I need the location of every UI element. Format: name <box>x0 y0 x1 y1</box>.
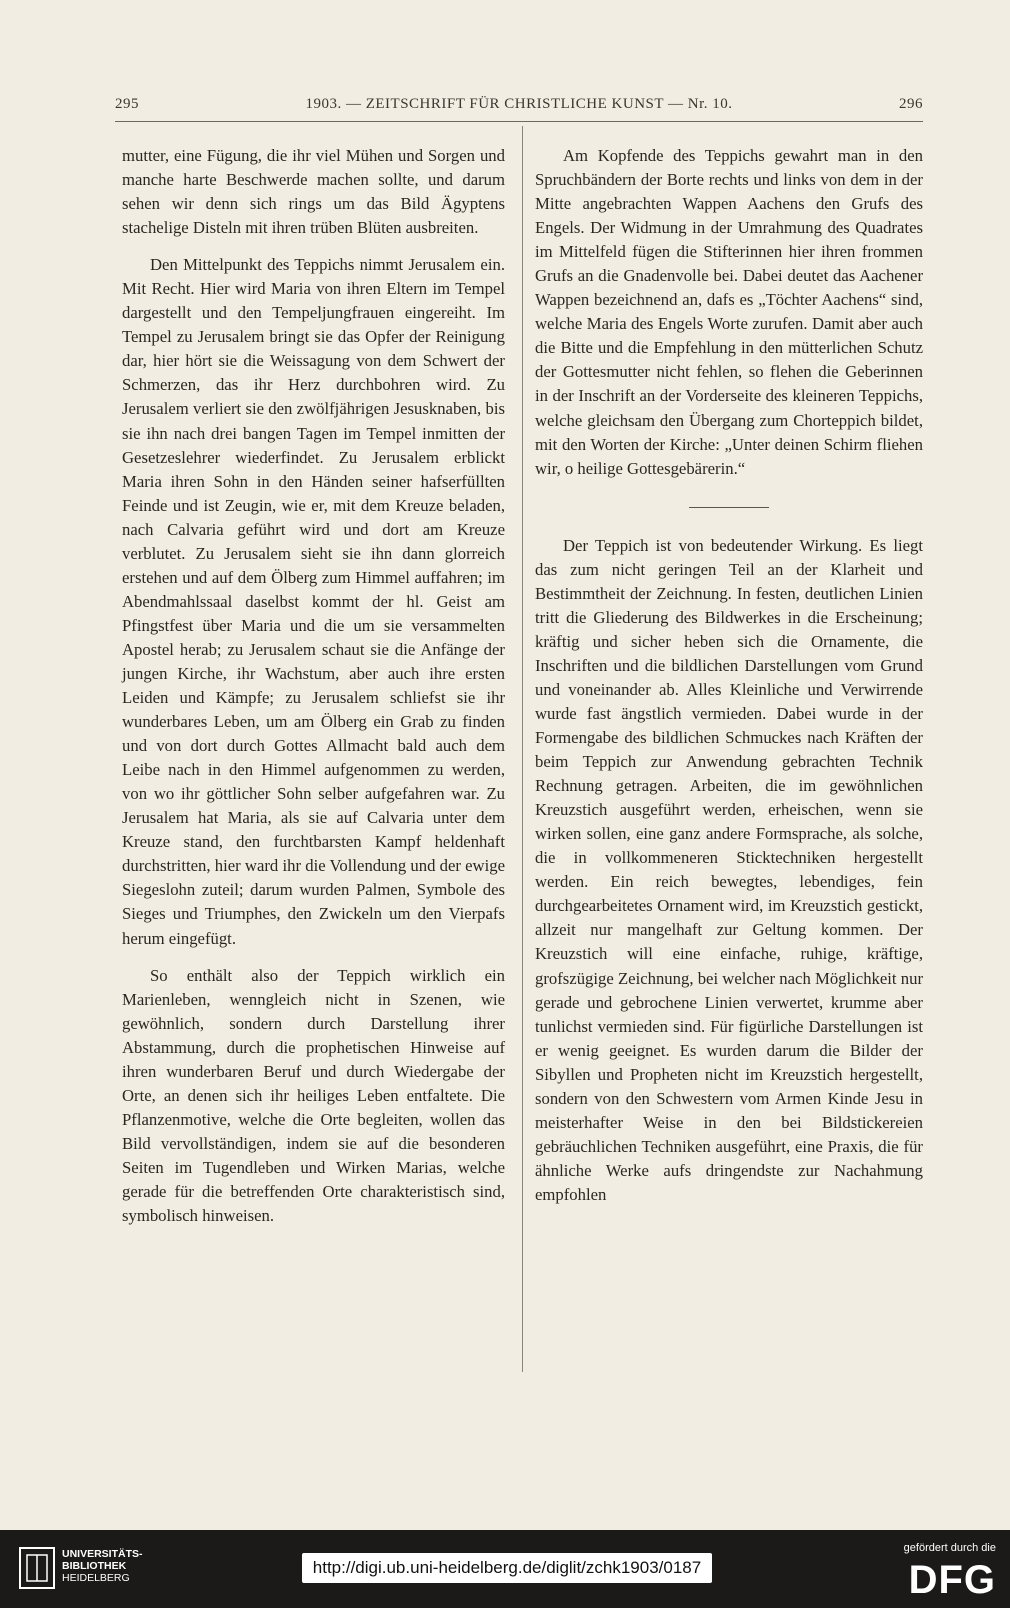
dfg-logo: DFG <box>908 1558 996 1602</box>
left-paragraph-1: mutter, eine Fügung, die ihr viel Mühen und Sorgen und manche harte Beschwerde machen sollte, und darum sehen wir denn sich rings um das Bild Ägyptens stachelige Disteln mit ihren trüben Blüten ausbreiten. <box>122 146 505 238</box>
institution-line-1: UNIVERSITÄTS- <box>62 1548 143 1560</box>
institution-line-3: HEIDELBERG <box>62 1572 130 1584</box>
column-divider <box>522 126 523 1372</box>
page-number-left: 295 <box>115 96 139 112</box>
header-rule <box>115 121 923 122</box>
permalink-url[interactable]: http://digi.ub.uni-heidelberg.de/diglit/zchk1903/0187 <box>302 1553 712 1583</box>
institution-line-2: BIBLIOTHEK <box>62 1560 127 1572</box>
left-column <box>122 144 505 1228</box>
left-paragraph-3: So enthält also der Teppich wirklich ein Marienleben, wenngleich nicht in Szenen, wie gewöhnlich, sondern durch Darstellung ihrer Abstammung, durch die prophetischen Hinweise auf ihren wunderbaren Beruf und durch Wiedergabe der Orte, an denen sich ihr heiliges Leben entfaltete. Die Pflanzenmotive, welche die Orte begleiten, wollen das Bild vervollständigen, indem sie auf die besonderen Seiten im Tugendleben und Wirken Marias, welche gerade für die betreffenden Orte charakteristisch sind, symbolisch hinweisen. <box>122 965 505 1226</box>
page-number-right: 296 <box>899 96 923 112</box>
running-header <box>115 96 923 120</box>
funding-caption: gefördert durch die <box>903 1542 996 1554</box>
institution-name <box>62 1548 143 1584</box>
journal-title: 1903. — ZEITSCHRIFT FÜR CHRISTLICHE KUNST — Nr. 10. <box>305 96 733 112</box>
university-seal-icon <box>18 1546 56 1590</box>
section-separator <box>689 507 769 508</box>
right-column <box>535 144 923 1207</box>
right-paragraph-2: Der Teppich ist von bedeutender Wirkung. Es liegt das zum nicht geringen Teil an der Klarheit und Bestimmtheit der Zeichnung. In festen, deutlichen Linien tritt die Gliederung des Bildwerkes in die Erscheinung; kräftig und sicher heben sich die Ornamente, die Inschriften und die bildlichen Darstellungen vom Grund und voneinander ab. Alles Kleinliche und Verwirrende wurde fast ängstlich vermieden. Dabei wurde in der Formengabe des bildlichen Schmuckes nach Kräften der beim Teppich zur Anwendung gebrachten Technik Rechnung getragen. Arbeiten, die im gewöhnlichen Kreuzstich ausgeführt werden, erheischen, wenn sie wirken sollen, eine ganz andere Formsprache, als solche, die in vollkommeneren Sticktechniken hergestellt werden. Ein reich bewegtes, lebendiges, fein durchgearbeitetes Ornament wird, im Kreuzstich gestickt, allzeit nur mangelhaft zur Geltung kommen. Der Kreuzstich will eine einfache, ruhige, kräftige, grofszügige Zeichnung, bei welcher nach Möglichkeit nur gerade und gebrochene Linien verwertet, krumme aber tunlichst vermieden sind. Für figürliche Darstellungen ist er wenig geeignet. Es wurden darum die Bilder der Sibyllen und Propheten nicht im Kreuzstich hergestellt, sondern von den Schwestern vom Armen Kinde Jesu in meisterhafter Weise in den bei Bildstickereien gebräuchlichen Techniken ausgeführt, eine Praxis, die für ähnliche Werke aufs dringendste zur Nachahmung empfohlen <box>535 535 923 1204</box>
right-paragraph-1: Am Kopfende des Teppichs gewahrt man in den Spruchbändern der Borte rechts und links von dem in der Mitte angebrachten Wappen Aachens den Grufs des Engels. Der Widmung in der Umrahmung des Quadrates im Mittelfeld fügen die Stifterinnen hier ihren frommen Grufs an die Gnadenvolle bei. Dabei deutet das Aachener Wappen bezeichnend an, dafs es „Töchter Aachens“ sind, welche Maria des Engels Worte zurufen. Damit aber auch die Bitte und die Empfehlung in den mütterlichen Schutz der Gottesmutter nicht fehlen, so flehen die Geberinnen in der Inschrift an der Vorderseite des kleineren Teppichs, welche gleichsam den Übergang zum Chorteppich bildet, mit den Worten der Kirche: „Unter deinen Schirm fliehen wir, o heilige Gottesgebärerin.“ <box>535 146 923 478</box>
left-paragraph-2: Den Mittelpunkt des Teppichs nimmt Jerusalem ein. Mit Recht. Hier wird Maria von ihren Eltern im Tempel dargestellt und den Tempeljungfrauen eingereiht. Im Tempel zu Jerusalem bringt sie das Opfer der Reinigung dar, hier hört sie die Weissagung von dem Schwert der Schmerzen, das ihr Herz durchbohren wird. Zu Jerusalem verliert sie den zwölfjährigen Jesusknaben, bis sie ihn nach drei bangen Tagen im Tempel inmitten der Gesetzeslehrer wiederfindet. Zu Jerusalem erblickt Maria ihren Sohn in den Händen seiner hafserfüllten Feinde und ist Zeugin, wie er, mit dem Kreuze beladen, nach Calvaria geführt wird und dort am Kreuze verblutet. Zu Jerusalem sieht sie ihn dann glorreich erstehen und auf dem Ölberg zum Himmel auffahren; im Abendmahlssaal daselbst kommt der hl. Geist am Pfingstfest über Maria und die um sie versammelten Apostel herab; zu Jerusalem schaut sie die Anfänge der jungen Kirche, ihr Wachstum, aber auch ihre ersten Leiden und Kämpfe; zu Jerusalem schliefst sie ihr wunderbares Leben, um am Ölberg ein Grab zu finden und von dort durch Gottes Allmacht bald auch dem Leibe nach in den Himmel aufgenommen zu werden, von wo ihr göttlicher Sohn selber aufgefahren war. Zu Jerusalem hat Maria, als sie auf Calvaria unter dem Kreuze stand, den furchtbarsten Kampf heldenhaft durchstritten, hier ward ihr die Vollendung und der ewige Siegeslohn zuteil; darum wurden Palmen, Symbole des Sieges und Triumphes, den Zwickeln um den Vierpafs herum eingefügt. <box>122 255 505 948</box>
footer-bar <box>0 1530 1010 1608</box>
